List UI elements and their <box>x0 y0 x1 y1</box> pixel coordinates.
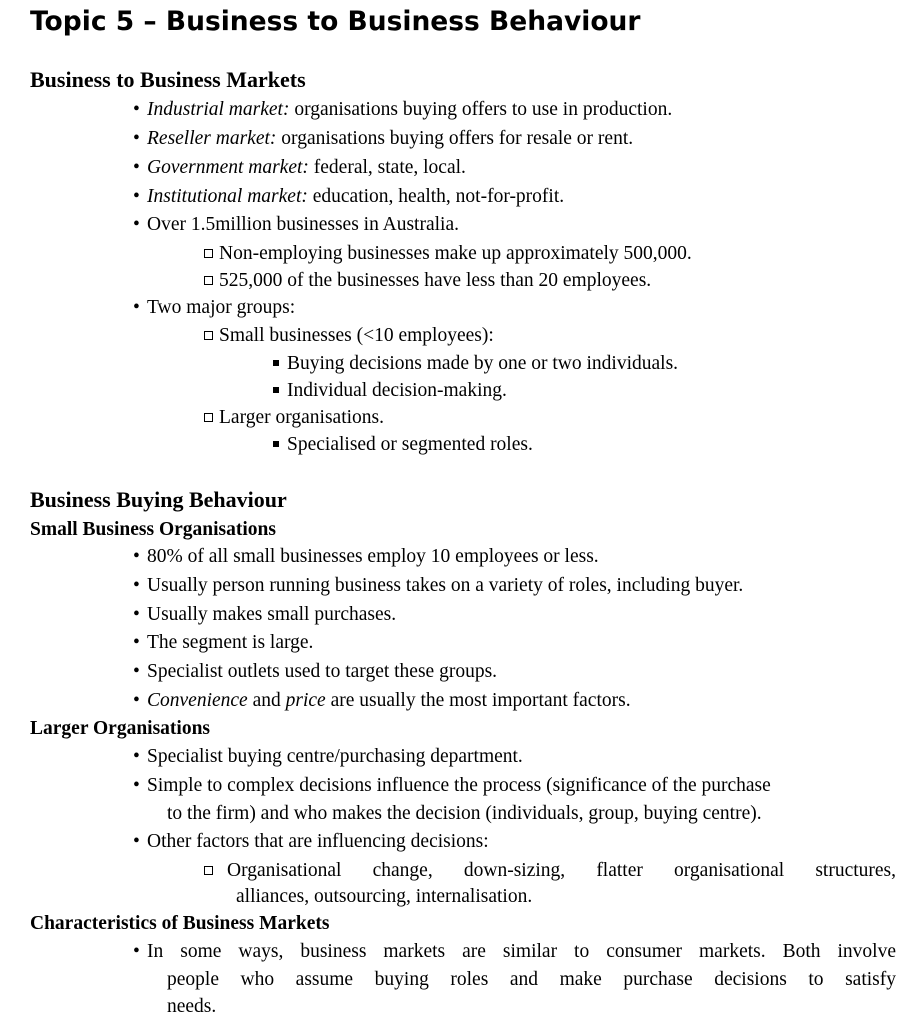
bullet-icon: • <box>133 941 140 962</box>
text-small-businesses: Small businesses (<10 employees): <box>219 325 494 346</box>
bullet-government-market <box>133 155 466 181</box>
text-two-groups: Two major groups: <box>147 297 296 318</box>
text-simple-to-complex: Simple to complex decisions influence the process (significance of the purchase <box>147 775 771 796</box>
text-variety-of-roles: Usually person running business takes on a variety of roles, including buyer. <box>147 575 744 596</box>
bullet-institutional-market <box>133 184 564 210</box>
bullet-icon: • <box>133 575 140 596</box>
text-segment-large: The segment is large. <box>147 632 314 653</box>
bullet-icon: • <box>133 546 140 567</box>
bullet-similar-to-consumer-end: needs. <box>167 996 217 1017</box>
subsub-individual-decision <box>273 378 507 404</box>
square-bullet-icon <box>204 413 213 422</box>
bullet-icon: • <box>133 186 140 207</box>
bullet-segment-large <box>133 630 313 656</box>
bullet-simple-to-complex <box>133 773 896 799</box>
text-buying-centre: Specialist buying centre/purchasing department. <box>147 746 523 767</box>
page-title: Topic 5 – Business to Business Behaviour <box>30 6 641 37</box>
bullet-icon: • <box>133 99 140 120</box>
text-and: and <box>247 690 286 711</box>
bullet-icon: • <box>133 775 140 796</box>
filled-square-bullet-icon <box>273 360 279 366</box>
heading-characteristics: Characteristics of Business Markets <box>30 913 330 934</box>
sub-small-businesses <box>204 323 494 349</box>
sub-organisational-change <box>204 858 896 884</box>
term-convenience: Convenience <box>147 690 248 711</box>
text-larger-organisations: Larger organisations. <box>219 407 384 428</box>
bullet-icon: • <box>133 831 140 852</box>
text-small-purchases: Usually makes small purchases. <box>147 604 397 625</box>
term-price: price <box>285 690 326 711</box>
bullet-similar-to-consumer <box>133 939 896 965</box>
text-important-factors: are usually the most important factors. <box>325 690 631 711</box>
filled-square-bullet-icon <box>273 387 279 393</box>
text-specialised-roles: Specialised or segmented roles. <box>287 434 533 455</box>
heading-larger-organisations: Larger Organisations <box>30 718 211 739</box>
text-specialist-outlets: Specialist outlets used to target these groups. <box>147 661 498 682</box>
bullet-over-businesses <box>133 212 459 238</box>
text-industrial: organisations buying offers to use in production. <box>289 99 673 120</box>
text-over-businesses: Over 1.5million businesses in Australia. <box>147 214 459 235</box>
text-institutional: education, health, not-for-profit. <box>307 186 565 207</box>
bullet-icon: • <box>133 297 140 318</box>
subsub-buying-decisions <box>273 351 678 377</box>
bullet-similar-to-consumer-cont: people who assume buying roles and make purchase decisions to satisfy <box>167 969 896 990</box>
subsub-specialised-roles <box>273 432 533 458</box>
heading-small-business-organisations: Small Business Organisations <box>30 519 276 540</box>
term-institutional: Institutional market: <box>147 186 308 207</box>
text-individual-decision: Individual decision-making. <box>287 380 507 401</box>
term-reseller: Reseller market: <box>147 128 277 149</box>
bullet-80-percent <box>133 544 599 570</box>
sub-organisational-change-cont: alliances, outsourcing, internalisation. <box>236 886 533 907</box>
filled-square-bullet-icon <box>273 441 279 447</box>
sub-larger-organisations <box>204 405 384 431</box>
text-similar-to-consumer: In some ways, business markets are similar to consumer markets. Both involve <box>147 941 896 962</box>
term-industrial: Industrial market: <box>147 99 290 120</box>
text-less-than-20: 525,000 of the businesses have less than 20 employees. <box>219 270 652 291</box>
square-bullet-icon <box>204 331 213 340</box>
bullet-small-purchases <box>133 602 396 628</box>
bullet-simple-to-complex-cont: to the firm) and who makes the decision (individuals, group, buying centre). <box>167 803 762 824</box>
square-bullet-icon <box>204 276 213 285</box>
bullet-convenience-price <box>133 688 631 714</box>
bullet-other-factors <box>133 829 489 855</box>
heading-b2b-markets: Business to Business Markets <box>30 67 306 92</box>
text-buying-decisions: Buying decisions made by one or two individuals. <box>287 353 679 374</box>
bullet-buying-centre <box>133 744 523 770</box>
text-80-percent: 80% of all small businesses employ 10 employees or less. <box>147 546 599 567</box>
bullet-icon: • <box>133 157 140 178</box>
text-reseller: organisations buying offers for resale or rent. <box>276 128 634 149</box>
bullet-industrial-market <box>133 97 672 123</box>
term-government: Government market: <box>147 157 309 178</box>
bullet-icon: • <box>133 214 140 235</box>
sub-non-employing <box>204 241 692 267</box>
bullet-icon: • <box>133 746 140 767</box>
bullet-specialist-outlets <box>133 659 497 685</box>
text-government: federal, state, local. <box>308 157 466 178</box>
bullet-icon: • <box>133 604 140 625</box>
text-other-factors: Other factors that are influencing decisions: <box>147 831 489 852</box>
sub-less-than-20 <box>204 268 651 294</box>
bullet-variety-of-roles <box>133 573 743 599</box>
square-bullet-icon <box>204 249 213 258</box>
heading-buying-behaviour: Business Buying Behaviour <box>30 487 287 512</box>
bullet-icon: • <box>133 661 140 682</box>
bullet-icon: • <box>133 690 140 711</box>
bullet-icon: • <box>133 128 140 149</box>
bullet-icon: • <box>133 632 140 653</box>
text-non-employing: Non-employing businesses make up approximately 500,000. <box>219 243 692 264</box>
bullet-reseller-market <box>133 126 633 152</box>
text-organisational-change: Organisational change, down-sizing, flatter organisational structures, <box>227 860 896 881</box>
bullet-two-groups <box>133 295 295 321</box>
square-bullet-icon <box>204 866 213 875</box>
